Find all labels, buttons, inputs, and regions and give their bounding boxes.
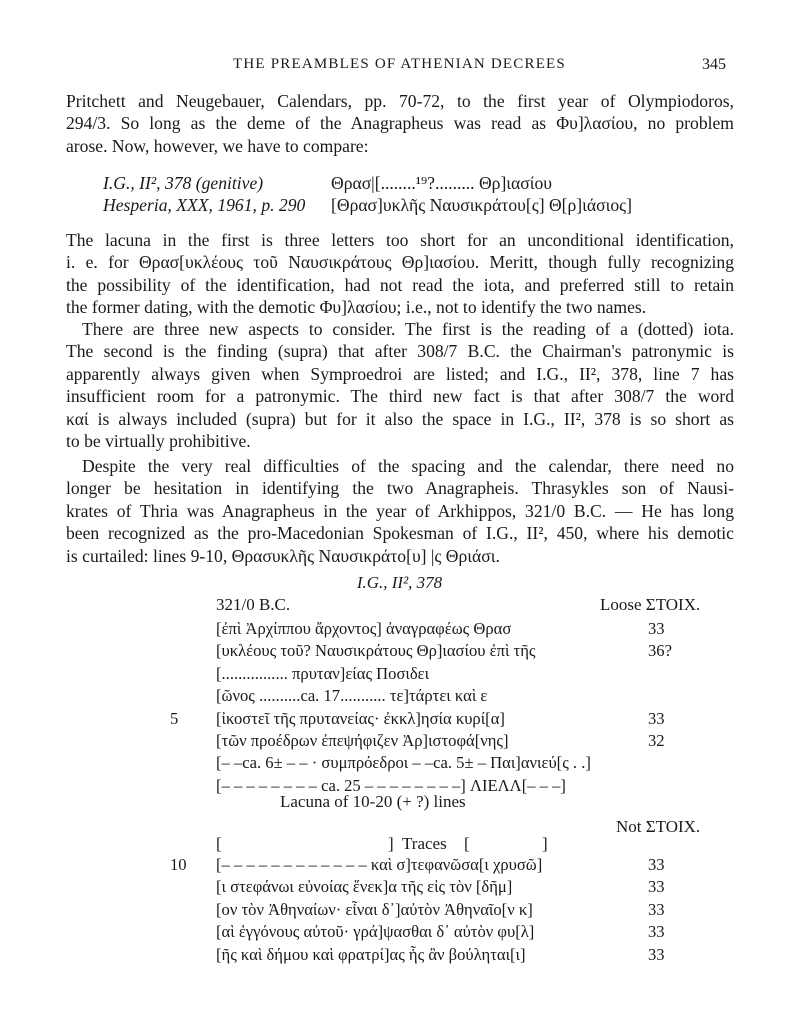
bracket-close: ]	[388, 834, 394, 853]
despite-paragraph	[66, 455, 734, 567]
text-line: apparently always given when Symproedroi are listed; and I.G., II², 378, line 7 has	[66, 363, 734, 384]
text-line: the possibility of the identification, had not read the iota, and preferred still to retain	[66, 274, 734, 295]
text-line: Pritchett and Neugebauer, Calendars, pp. 70-72, to the first year of Olympiodoros,	[66, 91, 734, 111]
line-number: 5	[170, 708, 179, 728]
page-number: 345	[702, 56, 726, 73]
comparison-source: I.G., II², 378 (genitive)	[103, 173, 264, 193]
lacuna-note: Lacuna of 10-20 (+ ?) lines	[280, 792, 466, 811]
letter-count: 33	[648, 877, 665, 897]
inscription-title: I.G., II², 378	[356, 573, 443, 592]
running-title: THE PREAMBLES OF ATHENIAN DECREES	[233, 56, 566, 72]
comparison-text: Θρασ|[........¹⁹?......... Θρ]ιασίου	[331, 173, 552, 193]
lacuna-paragraph	[66, 229, 734, 319]
text-line: insufficient room for a patronymic. The third new fact is that after 308/7 the word	[66, 386, 734, 407]
text-line: krates of Thria was Anagrapheus in the year of Arkhippos, 321/0 B.C. — He has long	[66, 500, 734, 521]
text-line: The lacuna in the first is three letters too short for an unconditional identification,	[66, 230, 734, 250]
letter-count: 33	[648, 899, 665, 919]
text-line: to be virtually prohibitive.	[66, 430, 251, 451]
inscription-text: [ἰκοστεῖ τῆς πρυτανείας· ἐκκλ]ησία κυρί[α]	[216, 708, 505, 728]
text-line: There are three new aspects to consider. The first is the reading of a (dotted) iota.	[82, 319, 734, 339]
intro-paragraph	[66, 90, 734, 157]
comparison-source: Hesperia, XXX, 1961, p. 290	[103, 195, 306, 216]
not-stoich-label: Not ΣΤΟΙΧ.	[616, 817, 701, 836]
letter-count: 33	[648, 922, 665, 942]
inscription-text: [................ πρυταν]είας Ποσιδει	[216, 663, 430, 683]
text-line: is curtailed: lines 9-10, Θρασυκλῆς Ναυσικράτο[υ] |ς Θριάσι.	[66, 545, 500, 566]
text-line: καί is always included (supra) but for it also the space in I.G., II², 378 is so short as	[66, 408, 734, 429]
comparison-text: [Θρασ]υκλῆς Ναυσικράτου[ς] Θ[ρ]ιάσιος]	[331, 195, 632, 216]
inscription-text: [– – – – – – – – ca. 25 – – – – – – – –] ΛΙΕΛΛ[– – –]	[216, 775, 566, 795]
letter-count: 33	[648, 708, 665, 728]
bracket-open: [	[216, 834, 222, 853]
inscription-date: 321/0 B.C.	[216, 595, 291, 614]
text-line: i. e. for Θρασ[υκλέους τοῦ Ναυσικράτους Θρ]ιασίου. Meritt, though fully recognizing	[66, 252, 734, 273]
text-line: longer be hesitation in identifying the two Anagrapheis. Thrasykles son of Nausi-	[66, 478, 734, 499]
line-number: 10	[170, 855, 187, 874]
comparison-row	[103, 194, 632, 216]
text-line: The second is the finding (supra) that after 308/7 B.C. the Chairman's patronymic is	[66, 341, 734, 362]
text-line: the former dating, with the demotic Φυ]λασίου; i.e., not to identify the two names.	[66, 297, 647, 318]
loose-stoich-label: Loose ΣΤΟΙΧ.	[600, 595, 701, 614]
text-line: been recognized as the pro-Macedonian Spokesman of I.G., II², 450, where his demotic	[66, 523, 734, 544]
comparison-table	[103, 172, 632, 217]
inscription-text: [ῶνος ..........ca. 17........... τε]τάρτει καὶ ε	[216, 686, 488, 706]
inscription-text: [ι στεφάνωι εὐνοίας ἕνεκ]α τῆς εἰς τὸν [δῆμ]	[216, 877, 513, 897]
bracket-close: ]	[542, 834, 548, 853]
inscription-text: [– –ca. 6± – – · συμπρόεδροι – –ca. 5± – Παι]ανιεύ[ς . .]	[216, 753, 591, 773]
text-line: Despite the very real difficulties of the spacing and the calendar, there need no	[82, 456, 734, 476]
inscription-text: [ῆς καὶ δήμου καὶ φρατρί]ας ἧς ἂν βούληται[ι]	[216, 944, 526, 964]
inscription-text: [ἐπὶ Ἀρχίππου ἄρχοντος] ἀναγραφέως Θρασ	[216, 619, 512, 638]
inscription-text: [αὶ ἐγγόνους αὐτοῦ· γρά]ψασθαι δ᾽ αὐτὸν φυ[λ]	[216, 922, 535, 942]
inscription-text: [ον τὸν Ἀθηναίων· εἶναι δ᾽]αὐτὸν Ἀθηναῖο[ν κ]	[216, 899, 533, 919]
traces-label: Traces	[402, 834, 447, 853]
aspects-paragraph	[66, 318, 734, 452]
inscription-text: [τῶν προέδρων ἐπεψήφιζεν Ἀρ]ιστοφά[νης]	[216, 730, 509, 750]
letter-count: 33	[648, 855, 665, 874]
text-line: arose. Now, however, we have to compare:	[66, 135, 369, 156]
letter-count: 32	[648, 730, 665, 750]
inscription-text: [– – – – – – – – – – – – καὶ σ]τεφανῶσα[ι χρυσῶ]	[216, 855, 543, 874]
letter-count: 33	[648, 944, 665, 964]
text-line: 294/3. So long as the deme of the Anagrapheus was read as Φυ]λασίου, no problem	[66, 113, 734, 134]
letter-count: 36?	[648, 641, 672, 661]
comparison-row	[103, 172, 632, 194]
bracket-open: [	[464, 834, 470, 853]
letter-count: 33	[648, 619, 665, 638]
inscription-text: [υκλέους τοῦ? Ναυσικράτους Θρ]ιασίου ἐπὶ τῆς	[216, 641, 536, 661]
